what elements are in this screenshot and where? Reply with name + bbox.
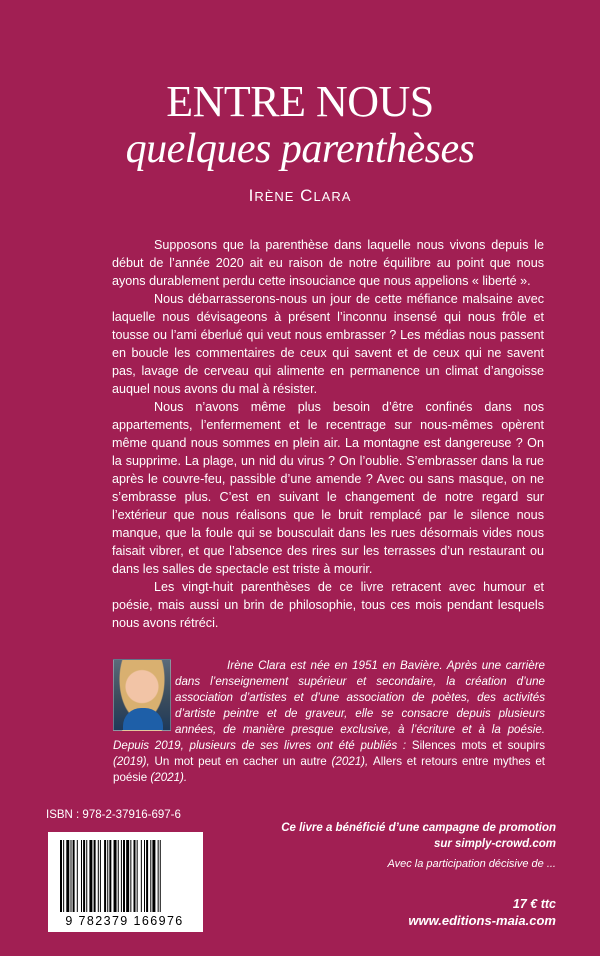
- blurb-paragraph: Nous débarrasserons-nous un jour de cette méfiance malsaine avec laquelle nous dévisageons à présent l’inconnu insensé qui nous frôle et tousse ou l’ami éberlué qui veut nous embrasser ? Les médias nous passent en boucle les commentaires de ceux qui savent et de ceux qui ne savent pas, lavage de cerveau qui alimente en permanence un climat d’angoisse auquel nous avons du mal à résister.: [112, 292, 544, 396]
- blurb-text: [112, 236, 544, 632]
- blurb-paragraph: Supposons que la parenthèse dans laquelle nous vivons depuis le début de l’année 2020 ait eu raison de notre équilibre au point que nous ayons durablement perdu cette insouciance que nous appelions « liberté ».: [112, 238, 544, 288]
- author-last-initial: C: [300, 186, 314, 205]
- price-label: 17 € ttc: [512, 897, 556, 911]
- blurb-paragraph: Nous n’avons même plus besoin d’être confinés dans nos appartements, l’enfermement et le recentrage sur nous-mêmes opèrent même quand nous sommes en plein air. La montagne est dangereuse ? On la supprime. La plage, un nid du virus ? On l’oublie. S’embrasser dans la rue après le couvre-feu, passible d’une amende ? Avec ou sans masque, on ne s’embrasse plus. C’est en suivant le changement de notre regard sur l’extérieur que nous réalisons que le bruit remplacé par le silence nous manque, que la foule qui se bousculait dans les rues désormais vides nous faisait vibrer, et que l’absence des rires sur les terrasses d’un restaurant ou dans les salles de spectacle est triste à mourir.: [112, 400, 544, 576]
- partner-note: Avec la participation décisive de ...: [387, 858, 556, 870]
- barcode-digits: 9 782379 166976: [65, 914, 184, 928]
- book-subtitle: quelques parenthèses: [125, 126, 475, 172]
- bio-book-title: Un mot peut en cacher un autre: [154, 755, 327, 768]
- promotion-line: sur simply-crowd.com: [433, 838, 556, 850]
- blurb-paragraph: Les vingt-huit parenthèses de ce livre retracent avec humour et poésie, mais aussi un brin de philosophie, tous ces mois pendant lesquels nous avons rétréci.: [112, 580, 544, 630]
- bio-book-year: (2021),: [326, 755, 374, 768]
- bio-book-title: Silences mots et soupirs: [411, 739, 545, 752]
- bio-book-year: (2021).: [147, 771, 188, 784]
- author-bio: [113, 658, 545, 786]
- photo-spacer: [113, 658, 175, 738]
- barcode-bars-icon: [60, 840, 195, 912]
- bio-book-title: Allers et retours entre mythes et poésie: [113, 755, 545, 784]
- author-name: [0, 186, 600, 206]
- author-first-initial: I: [248, 186, 255, 205]
- author-first-rest: RÈNE: [254, 189, 295, 204]
- isbn-label: ISBN : 978-2-37916-697-6: [46, 809, 181, 821]
- author-last-rest: LARA: [313, 189, 352, 204]
- promotion-line: Ce livre a bénéficié d’une campagne de promotion: [281, 822, 556, 834]
- bio-book-year: (2019),: [113, 755, 155, 768]
- promotion-note: [256, 820, 556, 852]
- bio-text: Irène Clara est née en 1951 en Bavière. Après une carrière dans l’enseignement supérieur et secondaire, la création d’une association d’artistes et d’une association de poètes, des activités d’artiste peintre et de graveur, elle se consacre depuis plusieurs années, de manière presque exclusive, à l’écriture et à la poésie. Depuis 2019, plusieurs de ses livres ont été publiés :: [113, 659, 545, 752]
- book-title: ENTRE NOUS: [166, 77, 434, 126]
- isbn-barcode: [48, 832, 203, 932]
- publisher-website: www.editions-maia.com: [408, 913, 556, 928]
